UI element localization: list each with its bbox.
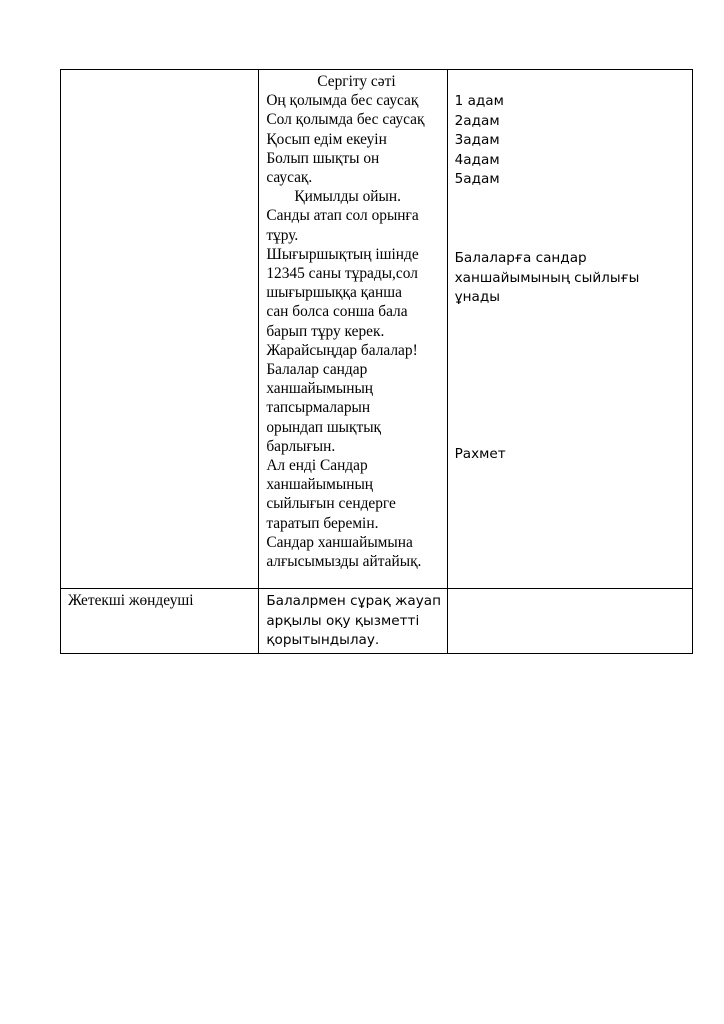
stage-cell (61, 589, 259, 654)
text-line: Қосып едім екеуін (266, 130, 387, 148)
summary-activity-cell (259, 589, 447, 654)
child-response-cell (447, 70, 692, 589)
teacher-activity-text (259, 70, 446, 573)
lesson-plan-table (60, 69, 693, 654)
people-count-line: 4адам (454, 151, 500, 168)
gift-response-line: Балаларға сандар (454, 249, 587, 266)
text-line: барып тұру керек. (266, 322, 385, 340)
stage-cell-empty (61, 70, 259, 589)
text-line: Балалрмен сұрақ жауап (266, 593, 441, 609)
summary-result-cell (447, 589, 692, 654)
text-line: сан болса сонша бала (266, 303, 408, 321)
people-count-line: 5адам (454, 171, 500, 188)
text-line: Сол қолымда бес саусақ (266, 111, 425, 129)
text-line: Жарайсыңдар балалар! (266, 341, 418, 359)
text-line: Сандар ханшайымына (266, 533, 413, 551)
text-line: Оң қолымда бес саусақ (266, 92, 419, 110)
text-line: тапсырмаларын (266, 399, 371, 417)
table-row (61, 70, 693, 589)
text-line: Ал енді Сандар (266, 457, 368, 475)
thanks-response: Рахмет (454, 445, 506, 462)
text-line: тұру. (266, 226, 299, 244)
text-line: саусақ. (266, 169, 313, 187)
section-heading: Сергіту сәті (317, 73, 396, 90)
people-count-line: 2адам (454, 112, 500, 129)
summary-activity-text (259, 589, 446, 653)
text-line: ханшайымының (266, 380, 374, 398)
text-line: қорытындылау. (266, 632, 380, 649)
text-line: арқылы оқу қызметті (266, 612, 420, 629)
text-line: ханшайымының (266, 476, 374, 494)
text-line: Шығыршықтың ішінде (266, 245, 419, 263)
text-line: сыйлығын сендерге (266, 495, 396, 513)
child-response-text (448, 70, 692, 470)
text-line: Санды атап сол орынға (266, 207, 419, 225)
text-line: алғысымызды айтайық. (266, 553, 422, 571)
gift-response-line: ханшайымының сыйлығы (454, 269, 640, 286)
text-line: Балалар сандар (266, 361, 368, 379)
table-row (61, 589, 693, 654)
teacher-activity-cell (259, 70, 447, 589)
text-line: шығыршыққа қанша (266, 284, 402, 302)
people-count-line: 1 адам (454, 93, 504, 109)
stage-label: Жетекші жөндеуші (68, 592, 194, 609)
text-line: барлығын. (266, 437, 336, 455)
gift-response-line: ұнады (454, 289, 501, 306)
text-line: таратып беремін. (266, 514, 379, 532)
text-line: орындап шықтық (266, 418, 382, 436)
text-line: 12345 саны тұрады,сол (266, 265, 418, 283)
people-count-line: 3адам (454, 132, 500, 149)
section-heading: Қимылды ойын. (294, 188, 401, 206)
text-line: Болып шықты он (266, 149, 380, 167)
